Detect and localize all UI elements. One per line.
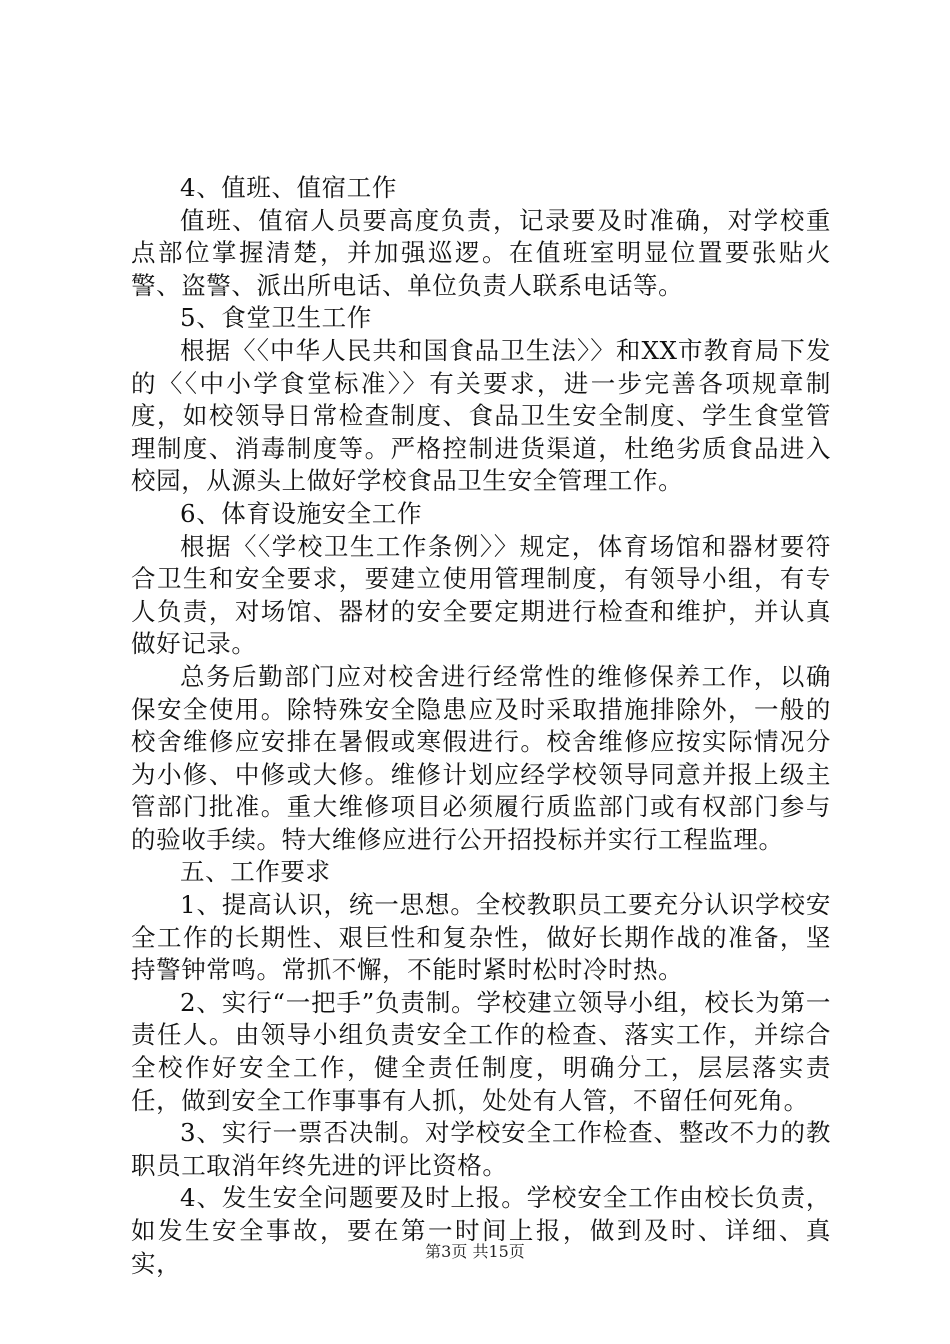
paragraph-canteen: 根据〈〈中华人民共和国食品卫生法〉〉和XX市教育局下发的〈〈中小学食堂标准〉〉有关要求，进一步完善各项规章制度，如校领导日常检查制度、食品卫生安全制度、学生食堂管理制度、消毒制度等。严格控制进货渠道，杜绝劣质食品进入校园，从源头上做好学校食品卫生安全管理工作。 — [131, 335, 831, 496]
paragraph-requirement-4: 4、发生安全问题要及时上报。学校安全工作由校长负责，如发生安全事故，要在第一时间上报，做到及时、详细、真实， — [131, 1183, 831, 1278]
paragraph-requirement-3: 3、实行一票否决制。对学校安全工作检查、整改不力的教职员工取消年终先进的评比资格。 — [131, 1118, 831, 1180]
paragraph-requirement-1: 1、提高认识，统一思想。全校教职员工要充分认识学校安全工作的长期性、艰巨性和复杂性，做好长期作战的准备，坚持警钟常鸣。常抓不懈，不能时紧时松时冷时热。 — [131, 890, 831, 985]
section-heading-canteen: 5、食堂卫生工作 — [180, 303, 372, 333]
paragraph-sports: 根据〈〈学校卫生工作条例〉〉规定，体育场馆和器材要符合卫生和安全要求，要建立使用管理制度，有领导小组，有专人负责，对场馆、器材的安全要定期进行检查和维护，并认真做好记录。 — [131, 531, 831, 659]
paragraph-requirement-2: 2、实行“一把手”负责制。学校建立领导小组，校长为第一责任人。由领导小组负责安全工作的检查、落实工作，并综合全校作好安全工作，健全责任制度，明确分工，层层落实责任，做到安全工作事事有人抓，处处有人管，不留任何死角。 — [131, 987, 831, 1115]
paragraph-maintenance: 总务后勤部门应对校舍进行经常性的维修保养工作，以确保安全使用。除特殊安全隐患应及时采取措施排除外，一般的校舍维修应安排在暑假或寒假进行。校舍维修应按实际情况分为小修、中修或大修。维修计划应经学校领导同意并报上级主管部门批准。重大维修项目必须履行质监部门或有权部门参与的验收手续。特大维修应进行公开招投标并实行工程监理。 — [131, 661, 831, 854]
section-heading-duty: 4、值班、值宿工作 — [180, 173, 397, 202]
document-body — [131, 172, 831, 1280]
paragraph-duty: 值班、值宿人员要高度负责，记录要及时准确，对学校重点部位掌握清楚，并加强巡逻。在值班室明显位置要张贴火警、盗警、派出所电话、单位负责人联系电话等。 — [131, 205, 831, 300]
section-heading-requirements: 五、工作要求 — [180, 857, 331, 887]
section-heading-sports: 6、体育设施安全工作 — [180, 498, 423, 528]
page-number-footer: 第3页 共15页 — [425, 1242, 525, 1261]
